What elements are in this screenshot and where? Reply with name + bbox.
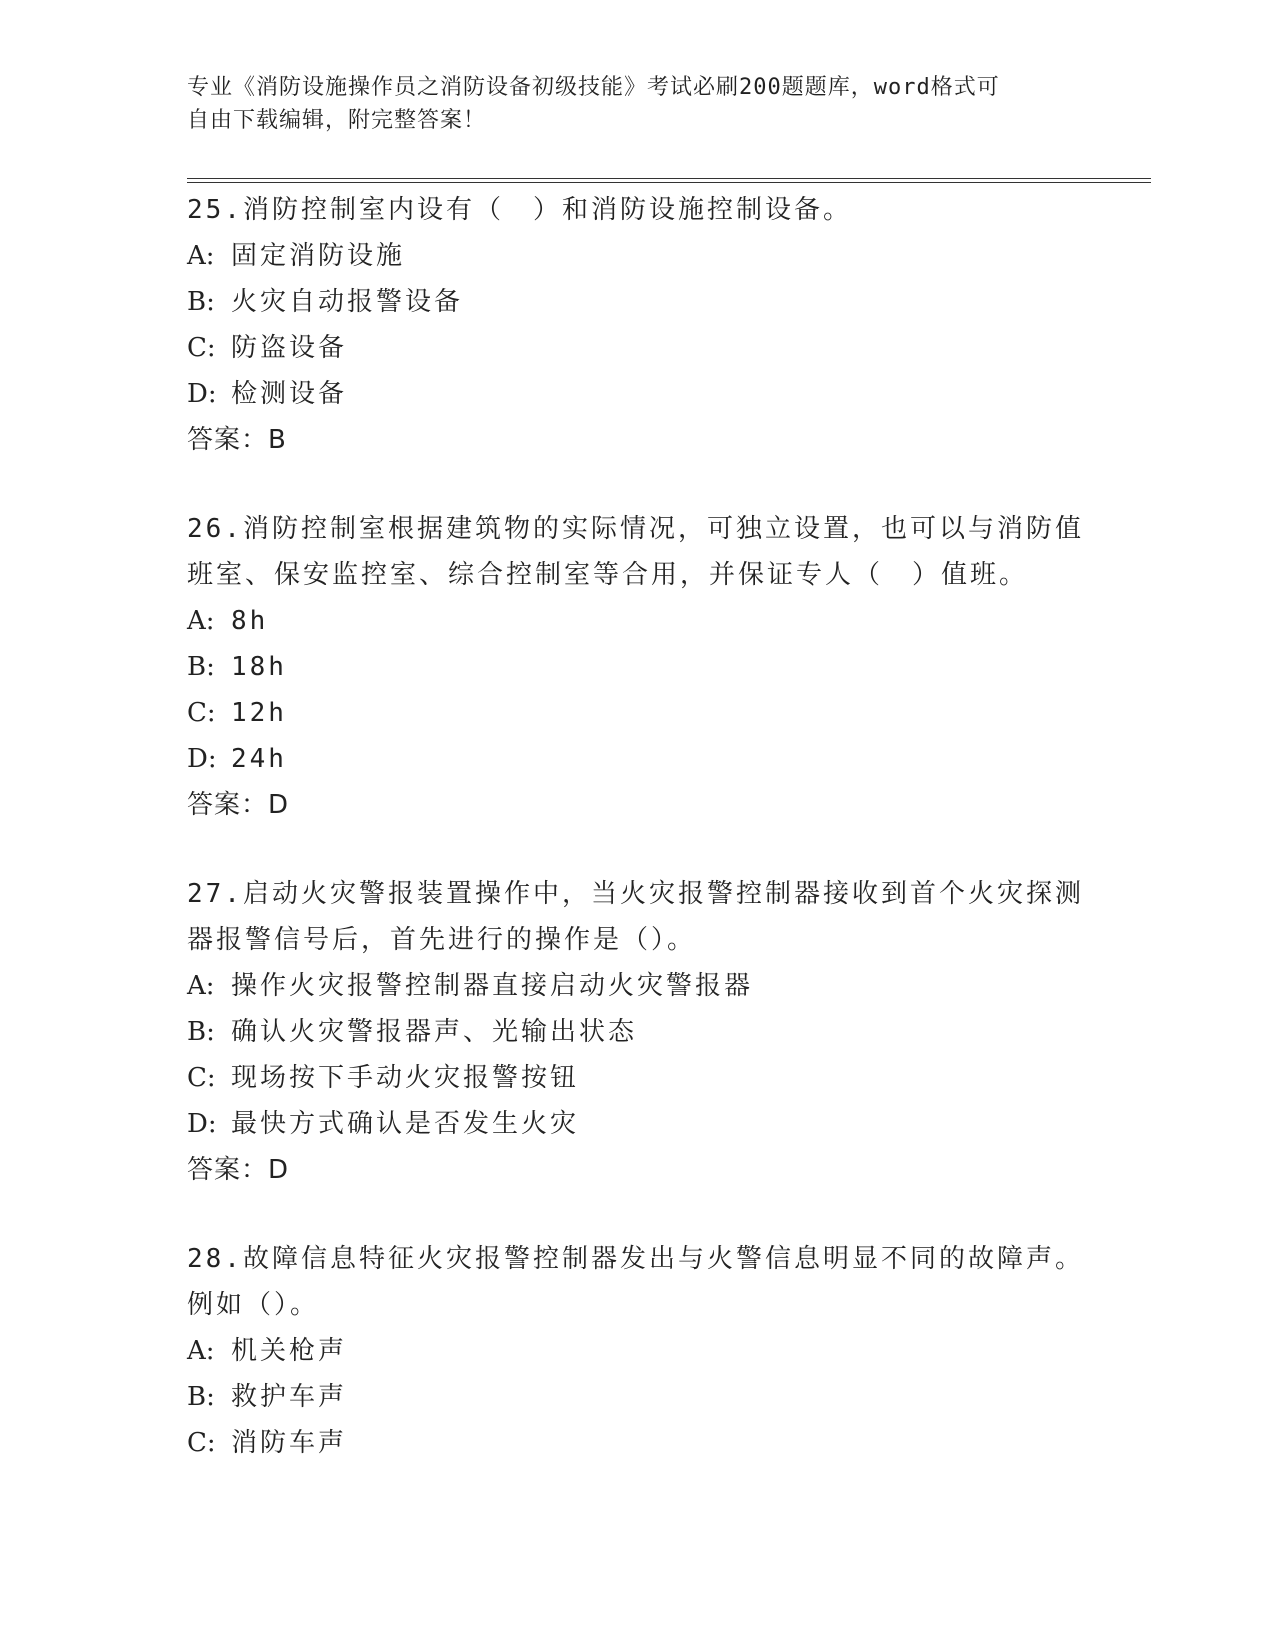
option-letter: B: bbox=[187, 652, 215, 682]
question-text-line-1: 26.消防控制室根据建筑物的实际情况，可独立设置，也可以与消防值 bbox=[187, 514, 1084, 544]
answer-line: 答案：D bbox=[187, 790, 290, 820]
option-text: 操作火灾报警控制器直接启动火灾警报器 bbox=[231, 971, 754, 1001]
option-c bbox=[187, 325, 1087, 371]
option-letter: D: bbox=[187, 379, 217, 409]
option-letter: C: bbox=[187, 1428, 216, 1458]
option-text: 救护车声 bbox=[231, 1382, 348, 1412]
header-divider-top bbox=[187, 178, 1151, 179]
option-text: 24h bbox=[231, 744, 287, 774]
question-27 bbox=[187, 871, 1087, 1193]
option-text: 现场按下手动火灾报警按钮 bbox=[231, 1063, 580, 1093]
option-b bbox=[187, 1009, 1087, 1055]
option-letter: C: bbox=[187, 333, 216, 363]
question-text-line-2: 班室、保安监控室、综合控制室等合用，并保证专人（ ）值班。 bbox=[187, 560, 1029, 590]
question-25 bbox=[187, 187, 1087, 463]
option-text: 防盗设备 bbox=[231, 333, 348, 363]
option-b bbox=[187, 644, 1087, 690]
option-a bbox=[187, 1328, 1087, 1374]
option-c bbox=[187, 1420, 1087, 1466]
option-text: 18h bbox=[231, 652, 287, 682]
option-a bbox=[187, 233, 1087, 279]
option-d bbox=[187, 371, 1087, 417]
option-b bbox=[187, 1374, 1087, 1420]
option-d bbox=[187, 1101, 1087, 1147]
option-letter: B: bbox=[187, 1382, 215, 1412]
option-letter: A: bbox=[187, 606, 215, 636]
header-line-1: 专业《消防设施操作员之消防设备初级技能》考试必刷200题题库，word格式可 bbox=[187, 75, 1000, 100]
option-text: 消防车声 bbox=[231, 1428, 348, 1458]
question-text-line-1: 27.启动火灾警报装置操作中，当火灾报警控制器接收到首个火灾探测 bbox=[187, 879, 1084, 909]
header-divider-bottom bbox=[187, 182, 1151, 183]
option-letter: D: bbox=[187, 1109, 217, 1139]
option-letter: B: bbox=[187, 287, 215, 317]
option-letter: A: bbox=[187, 971, 215, 1001]
option-letter: C: bbox=[187, 698, 216, 728]
option-c bbox=[187, 1055, 1087, 1101]
option-b bbox=[187, 279, 1087, 325]
question-26 bbox=[187, 506, 1087, 828]
option-letter: A: bbox=[187, 241, 215, 271]
option-text: 固定消防设施 bbox=[231, 241, 406, 271]
option-c bbox=[187, 690, 1087, 736]
option-a bbox=[187, 963, 1087, 1009]
question-text-line-2: 器报警信号后，首先进行的操作是（）。 bbox=[187, 925, 697, 955]
document-header bbox=[187, 71, 1067, 137]
option-text: 8h bbox=[231, 606, 269, 636]
question-text-line-2: 例如（）。 bbox=[187, 1290, 320, 1320]
option-a bbox=[187, 598, 1087, 644]
option-letter: A: bbox=[187, 1336, 215, 1366]
option-text: 最快方式确认是否发生火灾 bbox=[231, 1109, 580, 1139]
question-text-line-1: 28.故障信息特征火灾报警控制器发出与火警信息明显不同的故障声。 bbox=[187, 1244, 1084, 1274]
option-text: 检测设备 bbox=[231, 379, 348, 409]
answer-line: 答案：D bbox=[187, 1155, 290, 1185]
answer-line: 答案：B bbox=[187, 425, 287, 455]
option-letter: B: bbox=[187, 1017, 215, 1047]
option-d bbox=[187, 736, 1087, 782]
question-28 bbox=[187, 1236, 1087, 1466]
option-text: 12h bbox=[231, 698, 287, 728]
header-line-2: 自由下载编辑，附完整答案！ bbox=[187, 108, 487, 133]
option-letter: C: bbox=[187, 1063, 216, 1093]
option-text: 确认火灾警报器声、光输出状态 bbox=[231, 1017, 638, 1047]
option-text: 机关枪声 bbox=[231, 1336, 348, 1366]
option-text: 火灾自动报警设备 bbox=[231, 287, 464, 317]
option-letter: D: bbox=[187, 744, 217, 774]
question-text: 25.消防控制室内设有（ ）和消防设施控制设备。 bbox=[187, 195, 852, 225]
